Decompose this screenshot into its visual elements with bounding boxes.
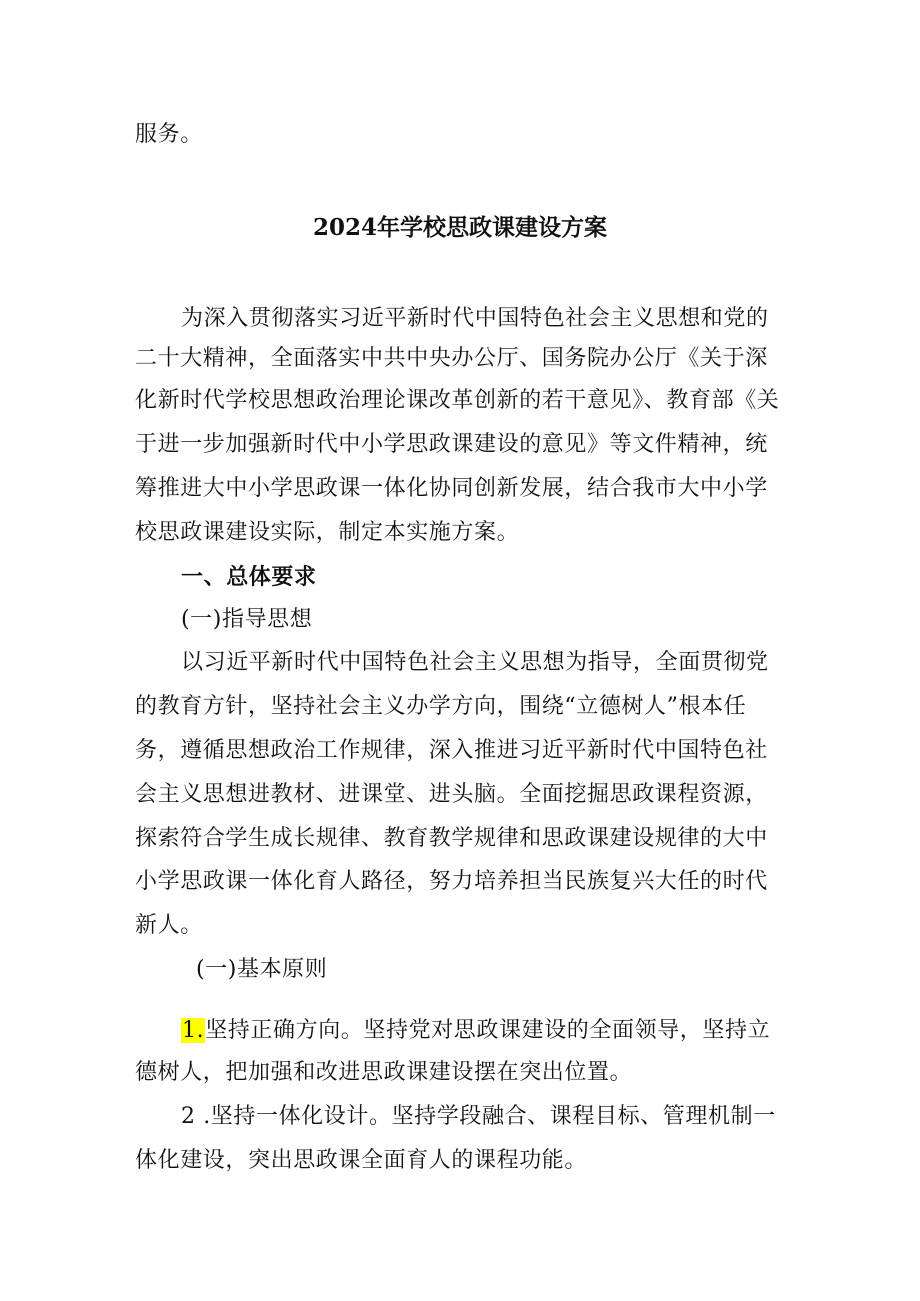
page-title: 2024年学校思政课建设方案 bbox=[312, 214, 607, 241]
principle-1 bbox=[181, 1016, 770, 1046]
guiding-line-4: 会主义思想进教材、进课堂、进头脑。全面挖掘思政课程资源， bbox=[135, 782, 768, 807]
guiding-line-2: 的教育方针，坚持社会主义办学方向，围绕“立德树人”根本任 bbox=[135, 694, 747, 719]
principle-2-continuation: 体化建设，突出思政课全面育人的课程功能。 bbox=[135, 1148, 588, 1173]
guiding-line-6: 小学思政课一体化育人路径，努力培养担当民族复兴大任的时代 bbox=[135, 869, 768, 894]
guiding-line-1: 以习近平新时代中国特色社会主义思想为指导，全面贯彻党 bbox=[181, 650, 769, 675]
guiding-line-7: 新人。 bbox=[135, 913, 203, 938]
guiding-line-5: 探索符合学生成长规律、教育教学规律和思政课建设规律的大中 bbox=[135, 826, 768, 851]
intro-line-4: 于进一步加强新时代中小学思政课建设的意见》等文件精神，统 bbox=[135, 432, 768, 457]
intro-line-2: 二十大精神，全面落实中共中央办公厅、国务院办公厅《关于深 bbox=[135, 346, 768, 371]
highlighted-number: 1. bbox=[182, 1018, 205, 1043]
intro-line-1: 为深入贯彻落实习近平新时代中国特色社会主义思想和党的 bbox=[181, 306, 769, 331]
subsection-heading-guiding: (一)指导思想 bbox=[181, 607, 313, 632]
guiding-line-3: 务，遵循思想政治工作规律，深入推进习近平新时代中国特色社 bbox=[135, 738, 768, 763]
principle-2: 2 .坚持一体化设计。坚持学段融合、课程目标、管理机制一 bbox=[181, 1104, 776, 1129]
top-fragment: 服务。 bbox=[135, 122, 203, 147]
intro-line-3: 化新时代学校思想政治理论课改革创新的若干意见》、教育部《关 bbox=[135, 388, 780, 413]
subsection-heading-principles: (一)基本原则 bbox=[196, 957, 328, 982]
section-heading-1: 一、总体要求 bbox=[181, 564, 317, 590]
intro-line-6: 校思政课建设实际，制定本实施方案。 bbox=[135, 520, 520, 545]
intro-line-5: 筹推进大中小学思政课一体化协同创新发展，结合我市大中小学 bbox=[135, 476, 768, 501]
principle-1-continuation: 德树人，把加强和改进思政课建设摆在突出位置。 bbox=[135, 1060, 633, 1085]
principle-1-text: 坚持正确方向。坚持党对思政课建设的全面领导，坚持立 bbox=[205, 1018, 771, 1043]
